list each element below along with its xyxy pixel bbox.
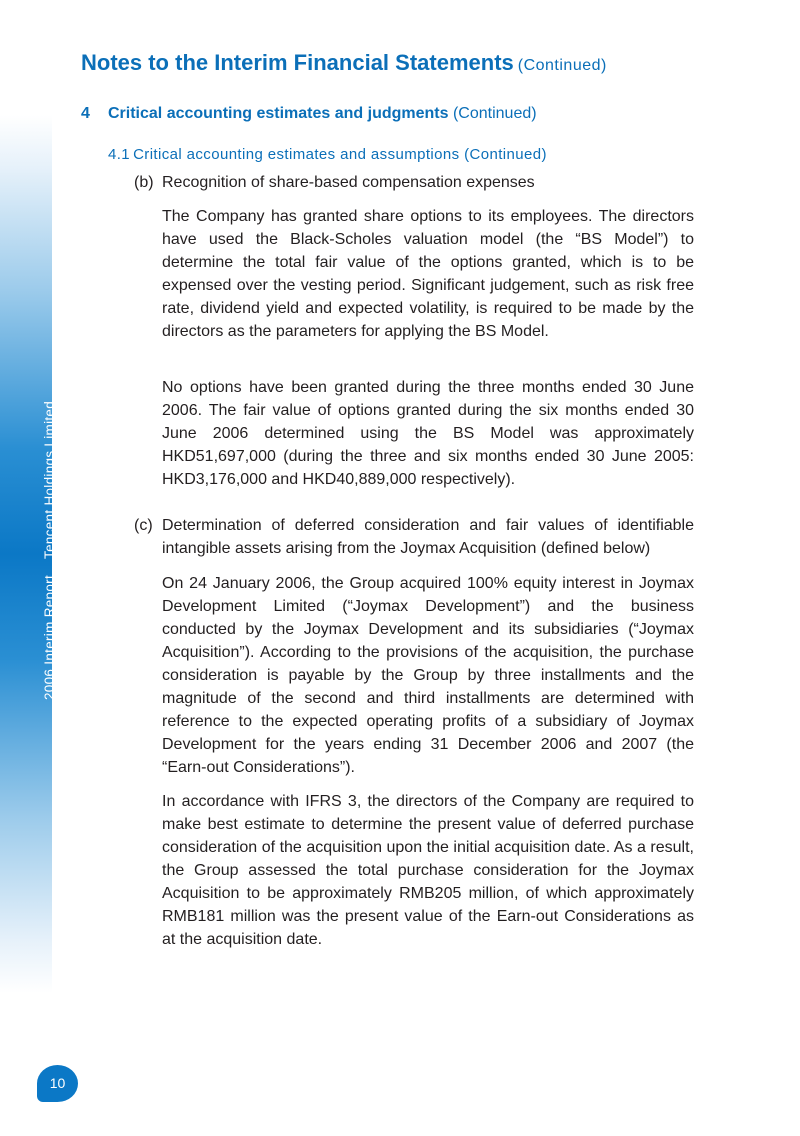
subsection-number: 4.1 bbox=[108, 146, 131, 163]
paragraph: The Company has granted share options to its employees. The directors have used the Black-Scholes valuation model (the “BS Model”) to determine the total fair value of the options granted, which is to be expensed over the vesting period. Significant judgement, such as risk free rate, dividend yield and expected volatility, is required to be made by the directors as the parameters for applying the BS Model. bbox=[162, 208, 694, 340]
subsection-title: Critical accounting estimates and assumptions (Continued) bbox=[133, 146, 547, 163]
item-heading-text: Recognition of share-based compensation expenses bbox=[162, 174, 535, 191]
side-running-title bbox=[42, 401, 57, 700]
subsection-heading bbox=[108, 146, 547, 163]
page-title-text: Notes to the Interim Financial Statements bbox=[81, 50, 514, 75]
paragraph: No options have been granted during the three months ended 30 June 2006. The fair value of options granted during the six months ended 30 June 2006 determined using the BS Model was approximately HKD51,697,000 (during the three and six months ended 30 June 2005: HKD3,176,000 and HKD40,889,000 respectively). bbox=[162, 379, 694, 488]
page-title bbox=[81, 50, 607, 76]
item-heading-c bbox=[134, 514, 694, 560]
item-heading-b bbox=[134, 171, 694, 194]
item-heading-text: Determination of deferred consideration and fair values of identifiable intangible assets arising from the Joymax Acquisition (defined below) bbox=[162, 517, 694, 557]
page-title-continued: (Continued) bbox=[517, 57, 607, 74]
section-title: Critical accounting estimates and judgments bbox=[108, 105, 449, 122]
section-heading bbox=[81, 105, 537, 123]
report-name: 2006 Interim Report bbox=[42, 574, 57, 700]
paragraph: In accordance with IFRS 3, the directors of the Company are required to make best estimate to determine the present value of deferred purchase consideration of the acquisition upon the initial acquisition date. As a result, the Group assessed the total purchase consideration for the Joymax Acquisition to be approximately RMB205 million, of which approximately RMB181 million was the present value of the Earn-out Considerations as at the acquisition date. bbox=[162, 793, 694, 948]
page-number: 10 bbox=[37, 1065, 78, 1102]
section-continued: (Continued) bbox=[452, 105, 537, 122]
section-number: 4 bbox=[81, 105, 90, 122]
paragraph: On 24 January 2006, the Group acquired 100% equity interest in Joymax Development Limited (“Joymax Development”) and the business conducted by the Joymax Development and its subsidiaries (“Joymax Acquisition”). According to the provisions of the acquisition, the purchase consideration is payable by the Group by three installments and the magnitude of the second and third installments are determined with reference to the expected operating profits of a subsidiary of Joymax Development for the years ending 31 December 2006 and 2007 (the “Earn-out Considerations”). bbox=[162, 575, 694, 776]
item-label: (b) bbox=[134, 174, 154, 191]
company-name: Tencent Holdings Limited bbox=[42, 400, 57, 559]
item-label: (c) bbox=[134, 517, 153, 534]
